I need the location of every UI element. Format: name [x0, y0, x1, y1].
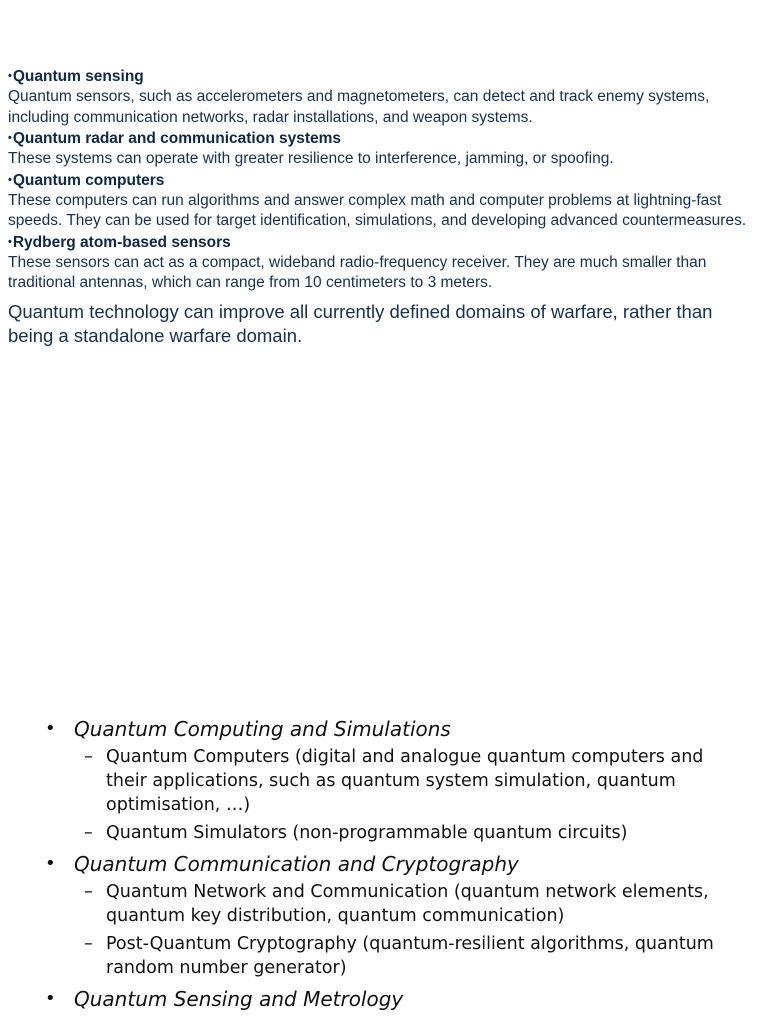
benefit-body: These systems can operate with greater resilience to interference, jamming, or spoofing.	[8, 150, 614, 167]
benefit-heading: •Quantum sensing	[8, 68, 144, 85]
categories-list	[0, 714, 768, 1014]
category-item	[0, 984, 768, 1014]
benefit-heading: •Rydberg atom-based sensors	[8, 233, 231, 251]
benefit-item	[8, 232, 760, 294]
summary-paragraph: Quantum technology can improve all currently defined domains of warfare, rather than being a standalone warfare domain.	[8, 300, 713, 346]
benefits-section	[8, 66, 760, 348]
bullet-marker: •	[45, 853, 56, 874]
category-item	[0, 849, 768, 879]
dash-marker: –	[84, 882, 93, 902]
benefit-heading: •Quantum radar and communication systems	[8, 130, 342, 147]
benefit-body: Quantum sensors, such as accelerometers and magnetometers, can detect and track enemy systems, including communication networks, radar installations, and weapon systems.	[8, 88, 710, 126]
dash-marker: –	[84, 823, 93, 843]
subitem-text: Quantum Network and Communication (quantum network elements, quantum key distribution, quantum communication)	[106, 882, 709, 926]
subitem	[0, 880, 768, 928]
dash-marker: –	[84, 747, 93, 767]
bullet-marker: •	[45, 988, 56, 1009]
bullet-marker: •	[8, 173, 12, 186]
subitem-text: Quantum Computers (digital and analogue quantum computers and their applications, such as quantum system simulation, quantum optimisation, …)	[106, 747, 704, 815]
category-title: Quantum Computing and Simulations	[74, 717, 451, 741]
dash-marker: –	[84, 934, 93, 954]
benefit-heading: •Quantum computers	[8, 171, 165, 189]
bullet-marker: •	[8, 70, 12, 82]
subitem-text: Quantum Simulators (non-programmable quantum circuits)	[106, 823, 628, 843]
subitem-list	[0, 880, 768, 980]
benefit-body: These computers can run algorithms and answer complex math and computer problems at lightning-fast speeds. They can be used for target identification, simulations, and developing advanced countermeasures.	[8, 191, 747, 229]
category-item	[0, 714, 768, 744]
bullet-marker: •	[8, 132, 12, 144]
subitem	[0, 745, 768, 817]
category-title: Quantum Sensing and Metrology	[74, 987, 404, 1011]
subitem-list	[0, 745, 768, 845]
subitem	[0, 932, 768, 980]
bullet-marker: •	[8, 235, 12, 248]
benefit-body: These sensors can act as a compact, wideband radio-frequency receiver. They are much smaller than traditional antennas, which can range from 10 centimeters to 3 meters.	[8, 253, 707, 291]
category-title: Quantum Communication and Cryptography	[74, 852, 519, 876]
benefit-item	[8, 170, 760, 232]
subitem	[0, 821, 768, 845]
bullet-marker: •	[45, 718, 56, 739]
subitem-text: Post-Quantum Cryptography (quantum-resilient algorithms, quantum random number generator)	[106, 934, 714, 978]
benefit-item	[8, 128, 760, 170]
benefit-item	[8, 66, 760, 128]
